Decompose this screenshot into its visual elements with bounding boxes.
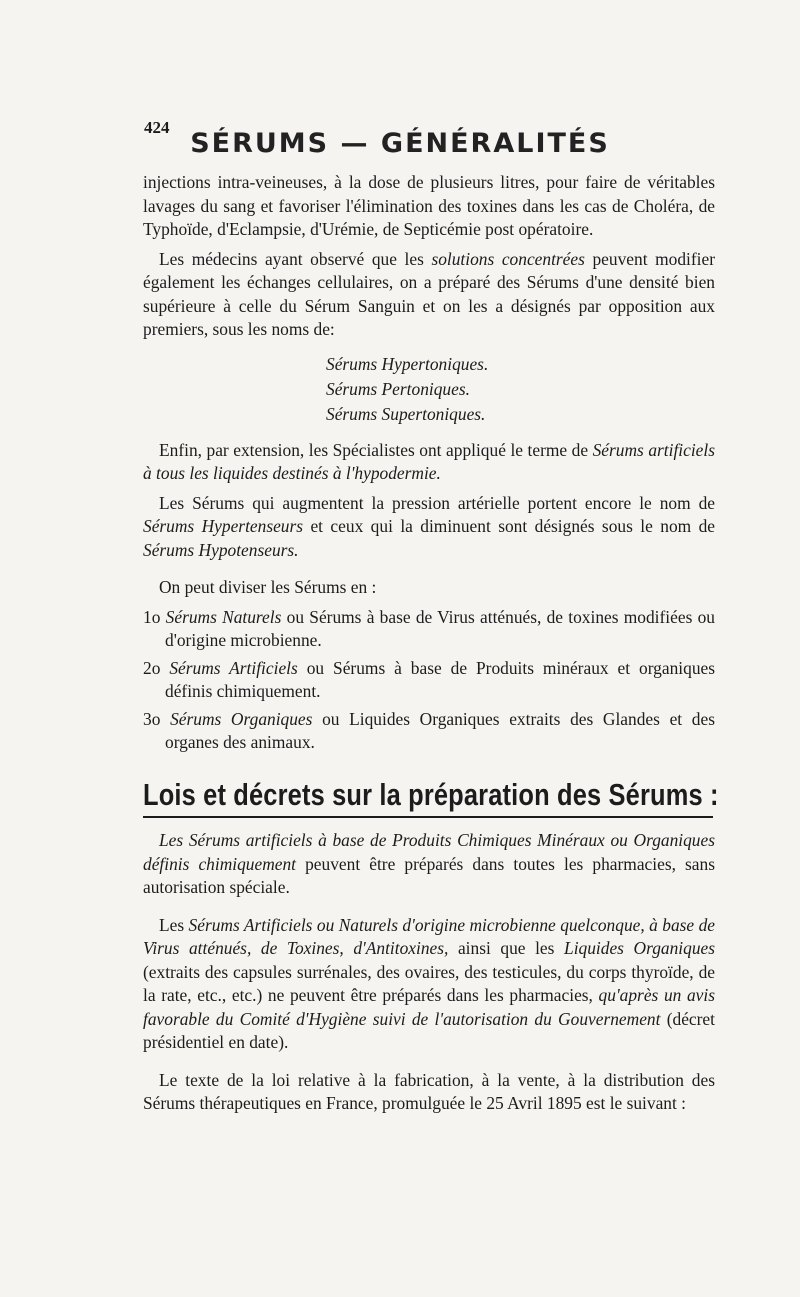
text-span: peuvent être préparés dans toutes les pharmacies, sans autorisation spéciale. <box>143 853 715 897</box>
italic-span: Sérums Artificiels ou Naturels d'origine microbienne quelconque, à base de Virus atténués, de Toxines, d'Antitoxines, <box>143 914 715 958</box>
italic-span: qu'après un avis favorable du Comité d'Hygiène suivi de l'autorisation du Gouvernement <box>143 985 715 1029</box>
italic-span: Liquides Organiques <box>564 938 716 958</box>
italic-span: Sérums Naturels <box>165 606 282 627</box>
enum-item-2 <box>143 657 715 704</box>
text-span: Enfin, par extension, les Spécialistes ont appliqué le terme de <box>159 439 593 460</box>
serum-name-item: Sérums Supertoniques. <box>326 403 486 424</box>
text-span: Les Sérums qui augmentent la pression artérielle portent encore le nom de <box>159 492 715 513</box>
paragraph-hypertenseurs <box>143 492 715 563</box>
italic-span: Sérums artificiels à tous les liquides destinés à l'hypodermie. <box>143 439 715 483</box>
enum-item-1 <box>143 606 715 653</box>
text-span: ou Liquides Organiques extraits des Glandes et des organes des animaux. <box>165 708 715 752</box>
text-span: et ceux qui la diminuent sont désignés sous le nom de <box>303 516 715 536</box>
enum-number: 3o <box>143 708 171 729</box>
text-span: ainsi que les <box>448 938 565 958</box>
italic-span: Les Sérums artificiels à base de Produits Chimiques Minéraux ou Organiques définis chimiquement <box>143 830 715 874</box>
paragraph-law-artificiels <box>143 829 715 900</box>
paragraph-law-texte: Le texte de la loi relative à la fabrication, à la vente, à la distribution des Sérums thérapeutiques en France, promulguée le 25 Avril 1895 est le suivant : <box>143 1069 715 1113</box>
serum-names-list <box>326 352 715 427</box>
paragraph-solutions-concentrees <box>143 248 715 342</box>
paragraph-extension <box>143 439 715 486</box>
italic-span: Sérums Artificiels <box>169 657 298 678</box>
text-span: peuvent modifier également les échanges cellulaires, on a préparé des Sérums d'une densité bien supérieure à celle du Sérum Sanguin et on les a désignés par opposition aux premiers, sous les noms de: <box>143 248 715 339</box>
running-head: SÉRUMS — GÉNÉRALITÉS <box>190 128 610 159</box>
enum-number: 2o <box>143 657 170 678</box>
section-title: Lois et décrets sur la préparation des Sérums : <box>143 777 719 812</box>
text-span: (extraits des capsules surrénales, des ovaires, des testicules, du corps thyroïde, de la rate, etc., etc.) ne peuvent être préparés dans les pharmacies, <box>143 961 715 1005</box>
enum-item-3 <box>143 708 715 755</box>
paragraph-law-microbiens <box>143 914 715 1055</box>
serum-name-item: Sérums Hypertoniques. <box>326 353 489 374</box>
italic-span: solutions concentrées <box>431 248 585 269</box>
serum-name-item: Sérums Pertoniques. <box>326 378 470 399</box>
text-span: Les médecins ayant observé que les <box>159 248 432 269</box>
text-block-upper <box>143 171 715 755</box>
italic-span: Sérums Hypotenseurs. <box>143 539 299 560</box>
text-span: ou Sérums à base de Produits minéraux et organiques définis chimiquement. <box>165 657 716 701</box>
page-number: 424 <box>144 118 170 137</box>
paragraph-diviser: On peut diviser les Sérums en : <box>159 577 377 597</box>
italic-span: Sérums Hypertenseurs <box>143 516 304 536</box>
enum-number: 1o <box>143 606 166 627</box>
italic-span: Sérums Organiques <box>170 708 313 729</box>
text-block-lower <box>143 829 715 1116</box>
text-span: (décret présidentiel en date). <box>143 1008 715 1052</box>
text-span: Les <box>159 914 189 935</box>
text-span: ou Sérums à base de Virus atténués, de toxines modifiées ou d'origine microbienne. <box>165 606 715 650</box>
paragraph-cholera: injections intra-veineuses, à la dose de plusieurs litres, pour faire de véritables lavages du sang et favoriser l'élimination des toxines dans les cas de Choléra, de Typhoïde, d'Eclampsie, d'Urémie, de Septicémie post opératoire. <box>143 172 715 239</box>
section-divider <box>143 816 713 818</box>
